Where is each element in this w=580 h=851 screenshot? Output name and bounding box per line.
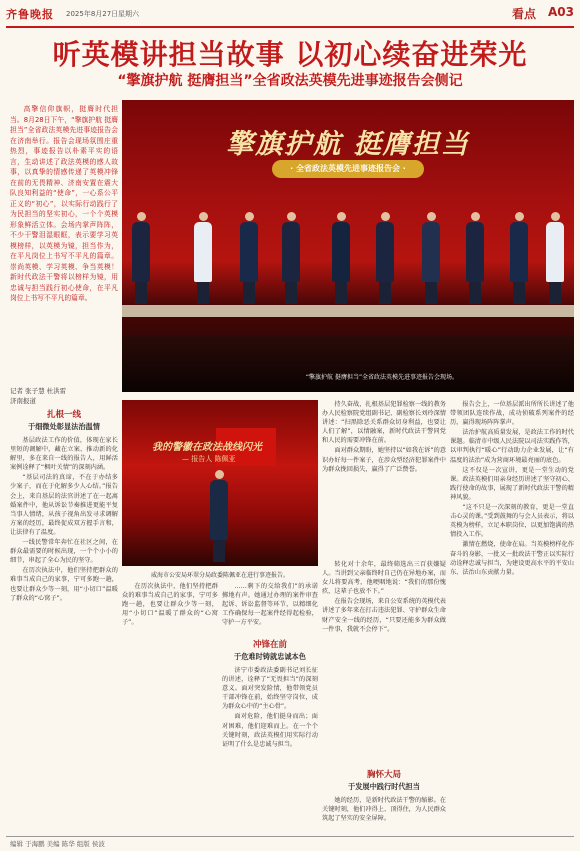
paragraph: 面对危险，他们挺身而出；面对困难，他们迎难而上。在一个个关键时刻，政法英模们用实际行动证明了什么是忠诚与担当。: [222, 713, 318, 748]
reporter-names: 记者 张子慧 杜洪雷: [10, 387, 67, 395]
article-column-3c: [322, 796, 446, 834]
speaker-figure: [466, 212, 484, 304]
page-subtitle: “擎旗护航 挺膺担当”全省政法英模先进事迹报告会侧记: [117, 73, 463, 89]
header-rule: [6, 26, 574, 28]
lead-text: 高擎信仰旗帜，挺膺时代担当。8月28日下午，“擎旗护航 挺膺担当”全省政法英模先进事迹报告会在济南举行。报告会现场氛围庄重热烈，事迹报告以朴素平实的语言，生动讲述了政法英模的感人故事，以真挚的情感传递了英模冲锋在前的无畏精神、济南安置在震大队良知利益的“使命”，一心系公平正义的“初心”，以实际行动践行了为民担当的坚实初心，一个个英模形象鲜活立体。会场内掌声阵阵，不少干警泪湿眼眶，表示要学习英模榜样，以英模为镜，担当作为，在平凡岗位上书写不平凡的篇章。崇尚英模、学习英模、争当英模！新时代政法干警将以榜样为镜，用忠诚与担当践行初心使命，在平凡岗位上书写不平凡的篇章。: [10, 105, 118, 302]
speaker-photo: [122, 400, 318, 566]
article-column-2a: [122, 582, 218, 834]
photo-caption-speaker: 威海市公安局环翠分局政委陈佩亚在进行事迹报告。: [150, 572, 289, 579]
section-name: 看点: [511, 7, 536, 21]
masthead: [6, 4, 574, 26]
paragraph: 在历次执法中，他们坚持把群众的难事当成自己的家事，宁可多跑一趟，也要让群众少等一刻，用“小切口”温暖了群众的“心窝子”。: [122, 583, 218, 627]
issue-weekday: 星期六: [118, 10, 139, 18]
article-column-2c: [222, 666, 318, 834]
section-heading-title: 胸怀大局: [366, 770, 401, 780]
speaker-figure: [240, 212, 258, 304]
paragraph: 在历次执法中，他们坚持把群众的难事当成自己的家事，宁可多跑一趟，也要让群众少等一刻，用“小切口”温暖了群众的“心窝子”。: [10, 567, 118, 602]
speaker-figure: [510, 212, 528, 304]
issue-date: 2025年8月27日: [66, 10, 119, 18]
stage: [122, 305, 574, 317]
paragraph: 济宁市委政法委副书记刘长征的讲述，诠释了“无畏担当”的深刻意义。面对突发险情，他带领党员干部冲锋在前，始终坚守岗位，成为群众心中的“主心骨”。: [222, 667, 318, 711]
section-heading-subtitle: 于危难时铸就忠诚本色: [234, 652, 306, 661]
paragraph: 激情在燃烧，使命在肩。当英模榜样化作奋斗的身影，一批又一批政法干警正以实际行动诠释忠诚与担当，为建设更高水平的平安山东、法治山东贡献力量。: [450, 541, 574, 576]
paragraph: ……剩下的交给我们”的承诺掷地有声。她通过办理的案件审查起诉、诉讼监督等环节，以精细化工作确保每一起案件经得起检验，守护一方平安。: [222, 583, 318, 627]
speaker-figure: [332, 212, 350, 304]
paragraph: 面对群众期盼，她坚持以“如我在诉”的意识办好每一件案子，在涉众型经济犯罪案件中为群众挽回损失，赢得了广泛赞誉。: [322, 447, 446, 473]
byline: [10, 386, 118, 406]
speaker-figure: [210, 470, 228, 562]
speaker-figure: [194, 212, 212, 304]
article-column-3a: [322, 400, 446, 558]
footer-rule: [6, 836, 574, 837]
paragraph: 法治护航高质量发展，是政法工作的时代课题。临清市中级人民法院以司法实践作答，以审判执行“暖心”行动助力企业发展，让“有温度的法治”成为营商环境最亮丽的底色。: [450, 429, 574, 464]
paragraph: 在报告会现场，来自公安系统的英模代表讲述了多年来在打击违法犯罪、守护群众生命财产安全一线的经历，“只要还能多为群众做一件事，我就不会停下”。: [322, 598, 446, 633]
editor-credits: 编辑 于海鹏 美编 陈华 组版 侯波: [10, 840, 105, 848]
report-location: 济南报道: [10, 397, 36, 405]
article-column-3b: [322, 560, 446, 766]
section-heading-subtitle: 于发展中践行时代担当: [348, 782, 420, 791]
paragraph: 基层政法工作的价值，体现在家长里短的调解中，藏在立案、推动新的化解里，多在来自一线的报告人，用鲜活案例诠释了“枫叶关情”的深刻内涵。: [10, 437, 118, 472]
main-event-photo: [122, 100, 574, 392]
photo-caption-main: “擎旗护航 挺膺担当”全省政法英模先进事迹报告会现场。: [305, 374, 459, 381]
section-heading-1: [10, 410, 118, 432]
article-column-2b: [222, 582, 318, 638]
page-title: 听英模讲担当故事 以初心续奋进荣光: [52, 38, 528, 71]
paragraph: 她的经历，是新时代政法干警的缩影。在关键时刻，他们冲得上、顶得住，为人民群众筑起了坚实的安全屏障。: [322, 797, 446, 823]
backdrop-text: 我的警徽在政法战线闪光: [152, 442, 262, 453]
section-heading-subtitle: 于细微处彰显法治温情: [28, 422, 100, 431]
paragraph: 一线民警常年奔忙在社区之间，在群众最需要的时候出现，一个个小小的细节，串起了全心为民的坚守。: [10, 539, 118, 565]
paragraph: 转化对十余年，最终筛选出三百获嫌疑人。当讲到父亲临终时自己仍在异地办案，而女儿将要高考，他哽咽地说：“我们的那份愧疚，这辈子也放不下。”: [322, 561, 446, 596]
section-heading-title: 扎根一线: [46, 410, 81, 420]
paragraph: 这不仅是一次宣讲，更是一堂生动的党课。政法英模们用亲身经历讲述了坚守初心、践行使命的故事，展现了新时代政法干警的精神风貌。: [450, 466, 574, 501]
section-heading-3: [322, 770, 446, 792]
speaker-figure: [282, 212, 300, 304]
paragraph: 持久奋战，扎根基层犯罪检察一线的教务办人民检察院党组副书记、副检察长刘玲深情讲述：“扫黑除恶关系群众切身利益，也要让人们了解”，以情融案，新时代政法干警同党和人民的需要冲锋在前。: [322, 401, 446, 445]
newspaper-logo: 齐鲁晚报: [6, 8, 54, 21]
paragraph: 报告会上，一位基层派出所所长讲述了他带领团队连续作战，成功侦破系列案件的经历，赢得现场阵阵掌声。: [450, 401, 574, 427]
speaker-figure: [422, 212, 440, 304]
lead-paragraph: [10, 104, 118, 372]
paragraph: “基层司法的真谛，不在于办结多少案子，而在于化解多少人心结。”报告会上，来自基层的法官讲述了在一起离婚案件中，他从诉讼节奏推进更能平复当事人情绪，从孩子视角出发寻求调解方案的经历，最终促成双方握手言和，让法律有了温度。: [10, 474, 118, 536]
photo-banner-title: 擎旗护航 挺膺担当: [226, 129, 470, 160]
section-heading-title: 冲锋在前: [252, 640, 287, 650]
article-column-4: [450, 400, 574, 834]
paragraph: “这不只是一次深刻的教育，更是一堂直击心灵的课。”受到鼓舞的与会人员表示，将以英模为榜样，立足本职岗位，以更加饱满的热情投入工作。: [450, 504, 574, 539]
article-column-1: [10, 436, 118, 834]
section-heading-2: [222, 640, 318, 662]
photo-banner-subtitle: · 全省政法英模先进事迹报告会 ·: [272, 160, 424, 178]
speaker-figure: [132, 212, 150, 304]
backdrop-text-sub: — 报告人 陈佩亚: [182, 455, 236, 463]
audience: [122, 335, 574, 392]
speaker-figure: [546, 212, 564, 304]
page-number: A03: [548, 5, 574, 19]
speaker-figure: [376, 212, 394, 304]
